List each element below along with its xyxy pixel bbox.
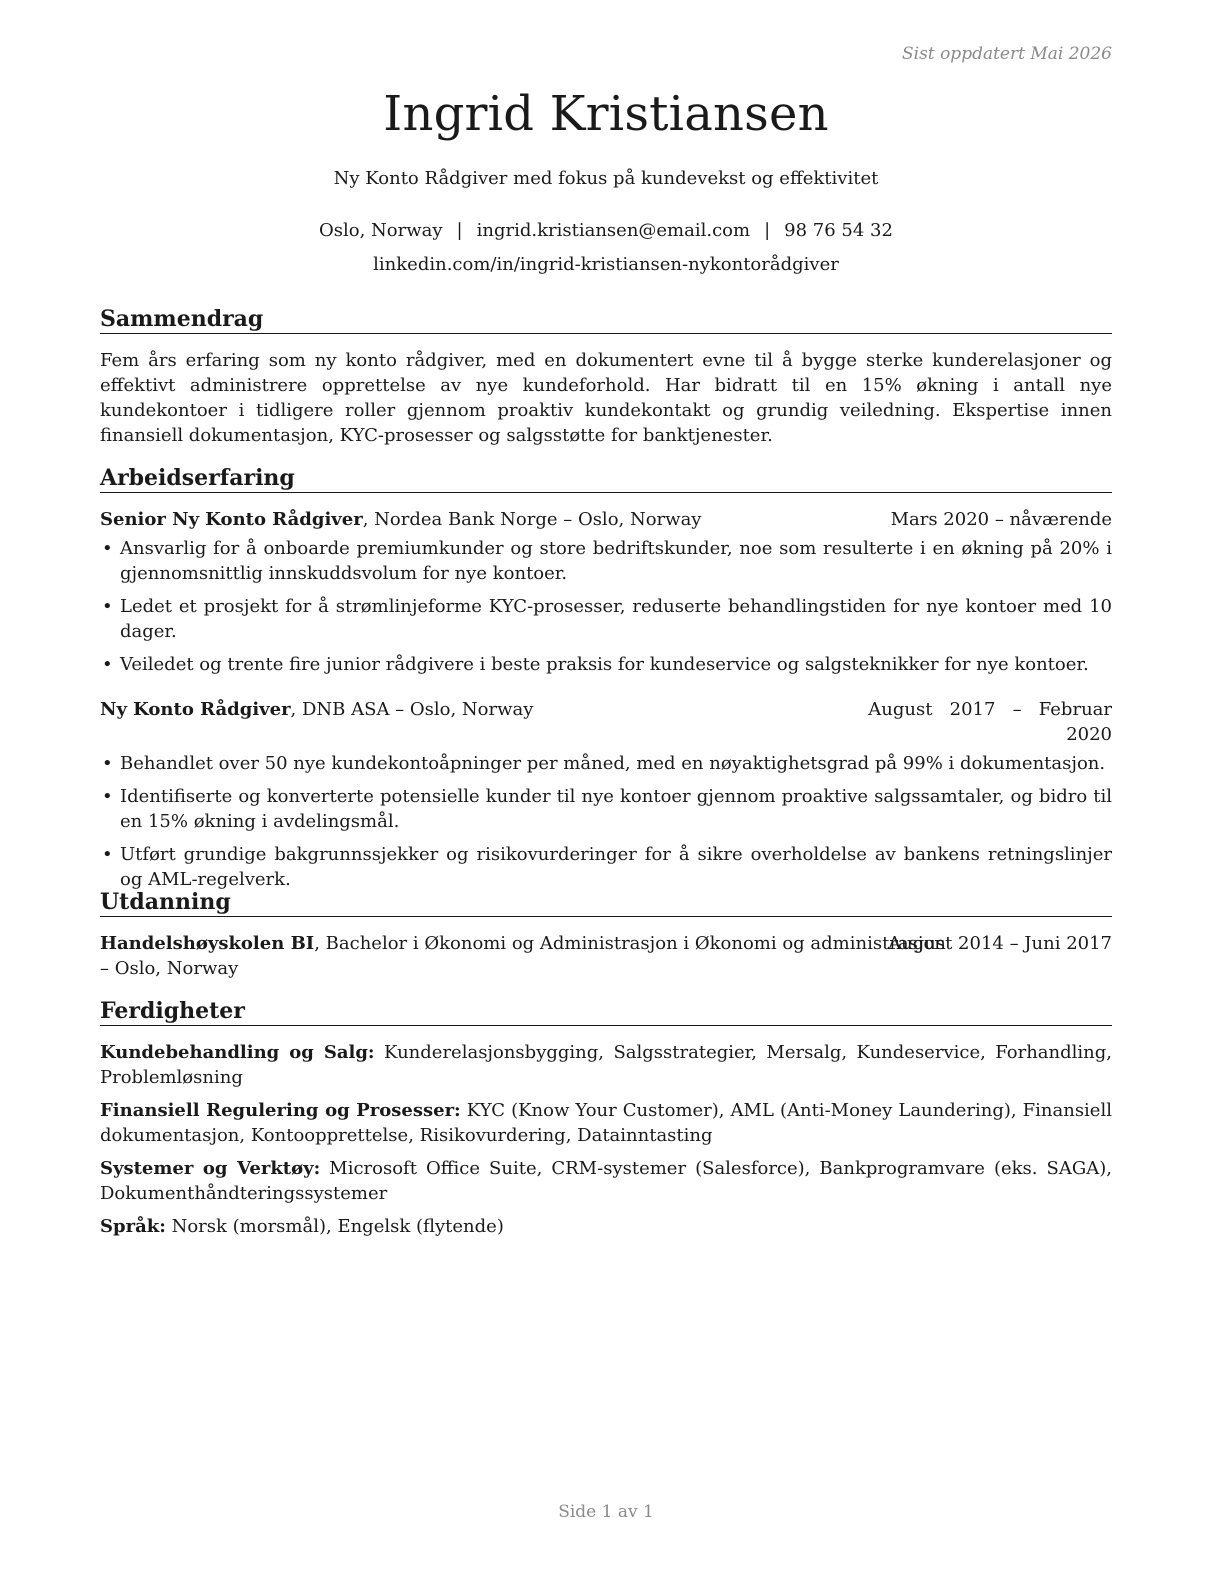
job-header	[100, 507, 1112, 532]
education-section	[100, 889, 1112, 981]
job-dates: Mars 2020 – nåværende	[890, 509, 1112, 530]
job-dates-line1: August 2017 – Februar	[868, 699, 1112, 720]
job-entry	[100, 697, 1112, 892]
degree: , Bachelor i Økonomi og Administrasjon i Økonomi og administrasjon	[314, 933, 946, 954]
skill-row	[100, 1214, 1112, 1239]
section-title-experience: Arbeidserfaring	[100, 465, 1112, 493]
bullet-item: • Utført grundige bakgrunnssjekker og risikovurderinger for å sikre overholdelse av bankens retningslinjer og AML-regelverk.	[100, 842, 1112, 892]
resume-page	[100, 0, 1112, 1584]
separator: |	[764, 220, 771, 241]
page-number: Side 1 av 1	[558, 1502, 654, 1522]
job-bullets	[100, 536, 1112, 677]
job-role: Senior Ny Konto Rådgiver	[100, 509, 363, 530]
job-role: Ny Konto Rådgiver	[100, 699, 291, 720]
bullet-item: • Veiledet og trente fire junior rådgivere i beste praksis for kundeservice og salgsteknikker for nye kontoer.	[100, 652, 1112, 677]
skill-value: Microsoft Office Suite, CRM-systemer (Salesforce), Bankprogramvare (eks. SAGA), Dokumenthåndteringssystemer	[100, 1158, 1112, 1204]
bullet-item: • Behandlet over 50 nye kundekontoåpninger per måned, med en nøyaktighetsgrad på 99% i dokumentasjon.	[100, 751, 1112, 776]
skill-label: Systemer og Verktøy:	[100, 1158, 321, 1179]
skill-value: Norsk (morsmål), Engelsk (flytende)	[171, 1216, 504, 1237]
education-entry	[100, 931, 1112, 981]
email-link[interactable]: ingrid.kristiansen@email.com	[476, 220, 751, 241]
skill-label: Finansiell Regulering og Prosesser:	[100, 1100, 461, 1121]
skill-value: Kunderelasjonsbygging, Salgsstrategier, Mersalg, Kundeservice, Forhandling, Problemløsning	[100, 1042, 1112, 1088]
skill-label: Språk:	[100, 1216, 166, 1237]
job-entry	[100, 507, 1112, 677]
job-org: , Nordea Bank Norge – Oslo, Norway	[362, 509, 702, 530]
linkedin-link[interactable]: linkedin.com/in/ingrid-kristiansen-nykontorådgiver	[373, 254, 839, 275]
skill-label: Kundebehandling og Salg:	[100, 1042, 375, 1063]
contact-line	[100, 220, 1112, 241]
separator: |	[456, 220, 463, 241]
skill-row	[100, 1156, 1112, 1206]
school-name: Handelshøyskolen BI	[100, 933, 315, 954]
job-dates-line2: 2020	[1066, 724, 1112, 745]
experience-section	[100, 465, 1112, 900]
job-org: , DNB ASA – Oslo, Norway	[290, 699, 534, 720]
location: Oslo, Norway	[319, 220, 443, 241]
section-title-education: Utdanning	[100, 889, 1112, 917]
bullet-item: • Ledet et prosjekt for å strømlinjeforme KYC-prosesser, reduserte behandlingstiden for nye kontoer med 10 dager.	[100, 594, 1112, 644]
candidate-name: Ingrid Kristiansen	[383, 86, 829, 142]
job-header	[100, 697, 1112, 747]
summary-section	[100, 306, 1112, 448]
skill-value: KYC (Know Your Customer), AML (Anti-Money Laundering), Finansiell dokumentasjon, Kontoopprettelse, Risikovurdering, Datainntasting	[100, 1100, 1112, 1146]
bullet-item: • Identifiserte og konverterte potensielle kunder til nye kontoer gjennom proaktive salgssamtaler, og bidro til en 15% økning i avdelingsmål.	[100, 784, 1112, 834]
education-location: – Oslo, Norway	[100, 958, 239, 979]
skills-section	[100, 998, 1112, 1247]
tagline: Ny Konto Rådgiver med fokus på kundevekst og effektivitet	[333, 168, 879, 189]
job-dates	[868, 697, 1112, 747]
skill-row	[100, 1040, 1112, 1090]
job-bullets	[100, 751, 1112, 892]
section-title-summary: Sammendrag	[100, 306, 1112, 334]
bullet-item: • Ansvarlig for å onboarde premiumkunder og store bedriftskunder, noe som resulterte i en økning på 20% i gjennomsnittlig innskuddsvolum for nye kontoer.	[100, 536, 1112, 586]
last-updated: Sist oppdatert Mai 2026	[902, 44, 1112, 64]
education-dates: August 2014 – Juni 2017	[888, 933, 1112, 954]
phone: 98 76 54 32	[784, 220, 893, 241]
section-title-skills: Ferdigheter	[100, 998, 1112, 1026]
summary-text: Fem års erfaring som ny konto rådgiver, med en dokumentert evne til å bygge sterke kunderelasjoner og effektivt administrere opprettelse av nye kundeforhold. Har bidratt til en 15% økning i antall nye kundekontoer i tidligere roller gjennom proaktiv kundekontakt og grundig veiledning. Ekspertise innen finansiell dokumentasjon, KYC-prosesser og salgsstøtte for banktjenester.	[100, 350, 1112, 446]
skill-row	[100, 1098, 1112, 1148]
